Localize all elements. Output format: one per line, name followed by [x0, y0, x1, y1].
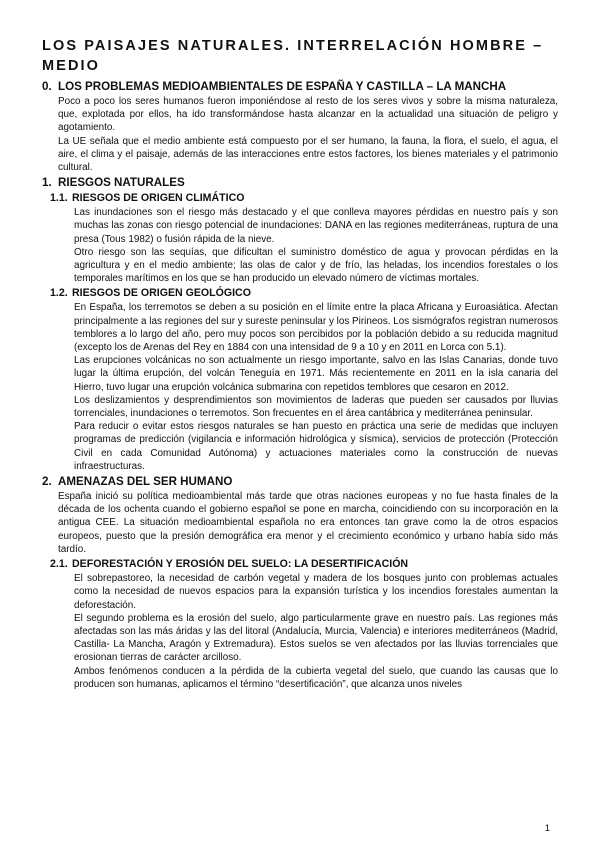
section-1-number: 1. [42, 176, 52, 190]
section-2-heading [42, 475, 558, 489]
section-2-1-number: 2.1. [50, 558, 68, 571]
section-1-2-paragraph-1: En España, los terremotos se deben a su posición en el límite entre la placa Africana y Euroasiática. Afectan principalmente a las regiones del sur y sureste peninsular y los Pirineos. Los sismógrafos registran numerosos temblores a lo largo del año, pero muy pocos son percibidos por la población debido a su reducida magnitud (excepto los de Arenas del Rey en 1884 con una intensidad de 9 a 10 y en 2011 en Lorca con 5.1). [74, 302, 558, 354]
section-1-2-paragraph-3: Los deslizamientos y desprendimientos son movimientos de laderas que pueden ser causados por lluvias torrenciales, inundaciones o terremotos. Son frecuentes en el área cantábrica y mediterránea peninsular. [74, 394, 558, 420]
section-1-2-number: 1.2. [50, 287, 68, 300]
section-0-paragraph-1: Poco a poco los seres humanos fueron imponiéndose al resto de los seres vivos y sobre la misma naturaleza, que, explotada por ellos, ha ido transformándose hasta alcanzar en la actualidad una situación de peligro y agotamiento. [58, 96, 558, 134]
section-0-title: LOS PROBLEMAS MEDIOAMBIENTALES DE ESPAÑA Y CASTILLA – LA MANCHA [58, 80, 507, 93]
section-2-1-paragraph-2: El segundo problema es la erosión del suelo, algo particularmente grave en nuestro país. Las regiones más afectadas son las más áridas y las del litoral (Andalucía, Murcia, Valencia) e interiores mediterráneos (Madrid, Castilla- La Mancha, Aragón y Extremadura). Estos suelos se ven afectados por las lluvias torrenciales que erosionan tierras de carácter arcilloso. [74, 612, 558, 664]
section-0-number: 0. [42, 80, 52, 93]
section-1-2-title: RIESGOS DE ORIGEN GEOLÓGICO [72, 287, 251, 300]
section-2-1-paragraph-3: Ambos fenómenos conducen a la pérdida de la cubierta vegetal del suelo, que cuando las causas que lo producen son humanas, aplicamos el término “desertificación”, que alcanza unos niveles [74, 665, 558, 690]
section-1-2-paragraph-4: Para reducir o evitar estos riesgos naturales se han puesto en práctica una serie de medidas que incluyen programas de predicción (vigilancia e información hidrológica y sísmica), servicios de protección (Protección Civil en cada Comunidad Autónoma) y actuaciones materiales como la construcción de nuevas infraestructuras. [74, 421, 558, 472]
section-2-number: 2. [42, 475, 52, 489]
section-1-2-heading [50, 287, 558, 300]
section-1-1-title: RIESGOS DE ORIGEN CLIMÁTICO [72, 192, 245, 205]
section-2-1-title: DEFORESTACIÓN Y EROSIÓN DEL SUELO: LA DESERTIFICACIÓN [72, 558, 409, 571]
section-2-1-paragraph-1: El sobrepastoreo, la necesidad de carbón vegetal y madera de los bosques junto con problemas actuales como la necesidad de nuevos espacios para la expansión turística y los incendios forestales aumentan la deforestación. [74, 573, 558, 611]
section-1-1-paragraph-2: Otro riesgo son las sequías, que dificultan el suministro doméstico de agua y provocan pérdidas en la agricultura y en el medio ambiente; las olas de calor y de frío, las heladas, los incendios forestales o los temporales marítimos en los que se han producido un elevado número de víctimas mortales. [74, 246, 558, 285]
section-0-heading [42, 80, 558, 94]
section-1-title: RIESGOS NATURALES [58, 176, 185, 190]
section-1-1-paragraph-1: Las inundaciones son el riesgo más destacado y el que conlleva mayores pérdidas en nuestro país y son muchas las zonas con riesgo potencial de inundaciones: DANA en las regiones mediterráneas, ruptura de una presa (Tous 1982) o fusión rápida de la nieve. [74, 207, 558, 245]
section-2-paragraph-1: España inició su política medioambiental más tarde que otras naciones europeas y no fue hasta finales de la década de los ochenta cuando el gobierno español se pone en marcha, coincidiendo con su incorporación en la antigua CEE. La situación medioambiental española no era entonces tan grave como la de otros espacios europeos, puesto que la presión demográfica era menor y el crecimiento económico y urbano había sido más tardío. [58, 491, 558, 555]
section-1-heading [42, 176, 558, 190]
section-1-1-heading [50, 192, 558, 205]
section-2-title: AMENAZAS DEL SER HUMANO [58, 475, 233, 489]
section-1-2-paragraph-2: Las erupciones volcánicas no son actualmente un riesgo importante, salvo en las Islas Canarias, donde tuvo lugar la última erupción, del volcán Teneguía en 1971. Más recientemente en 2011 en la isla canaria del Hierro, tuvo lugar una erupción volcánica submarina con repetidos temblores que cesaron en 2012. [74, 355, 558, 393]
section-2-1-heading [50, 558, 558, 571]
document-title: LOS PAISAJES NATURALES. INTERRELACIÓN HOMBRE – MEDIO [42, 38, 544, 74]
section-1-1-number: 1.1. [50, 192, 68, 205]
page-number: 1 [544, 823, 550, 834]
section-0-paragraph-2: La UE señala que el medio ambiente está compuesto por el ser humano, la fauna, la flora, el suelo, el agua, el aire, el clima y el paisaje, además de las interacciones entre estos factores, los bienes materiales y el patrimonio cultural. [58, 135, 558, 174]
